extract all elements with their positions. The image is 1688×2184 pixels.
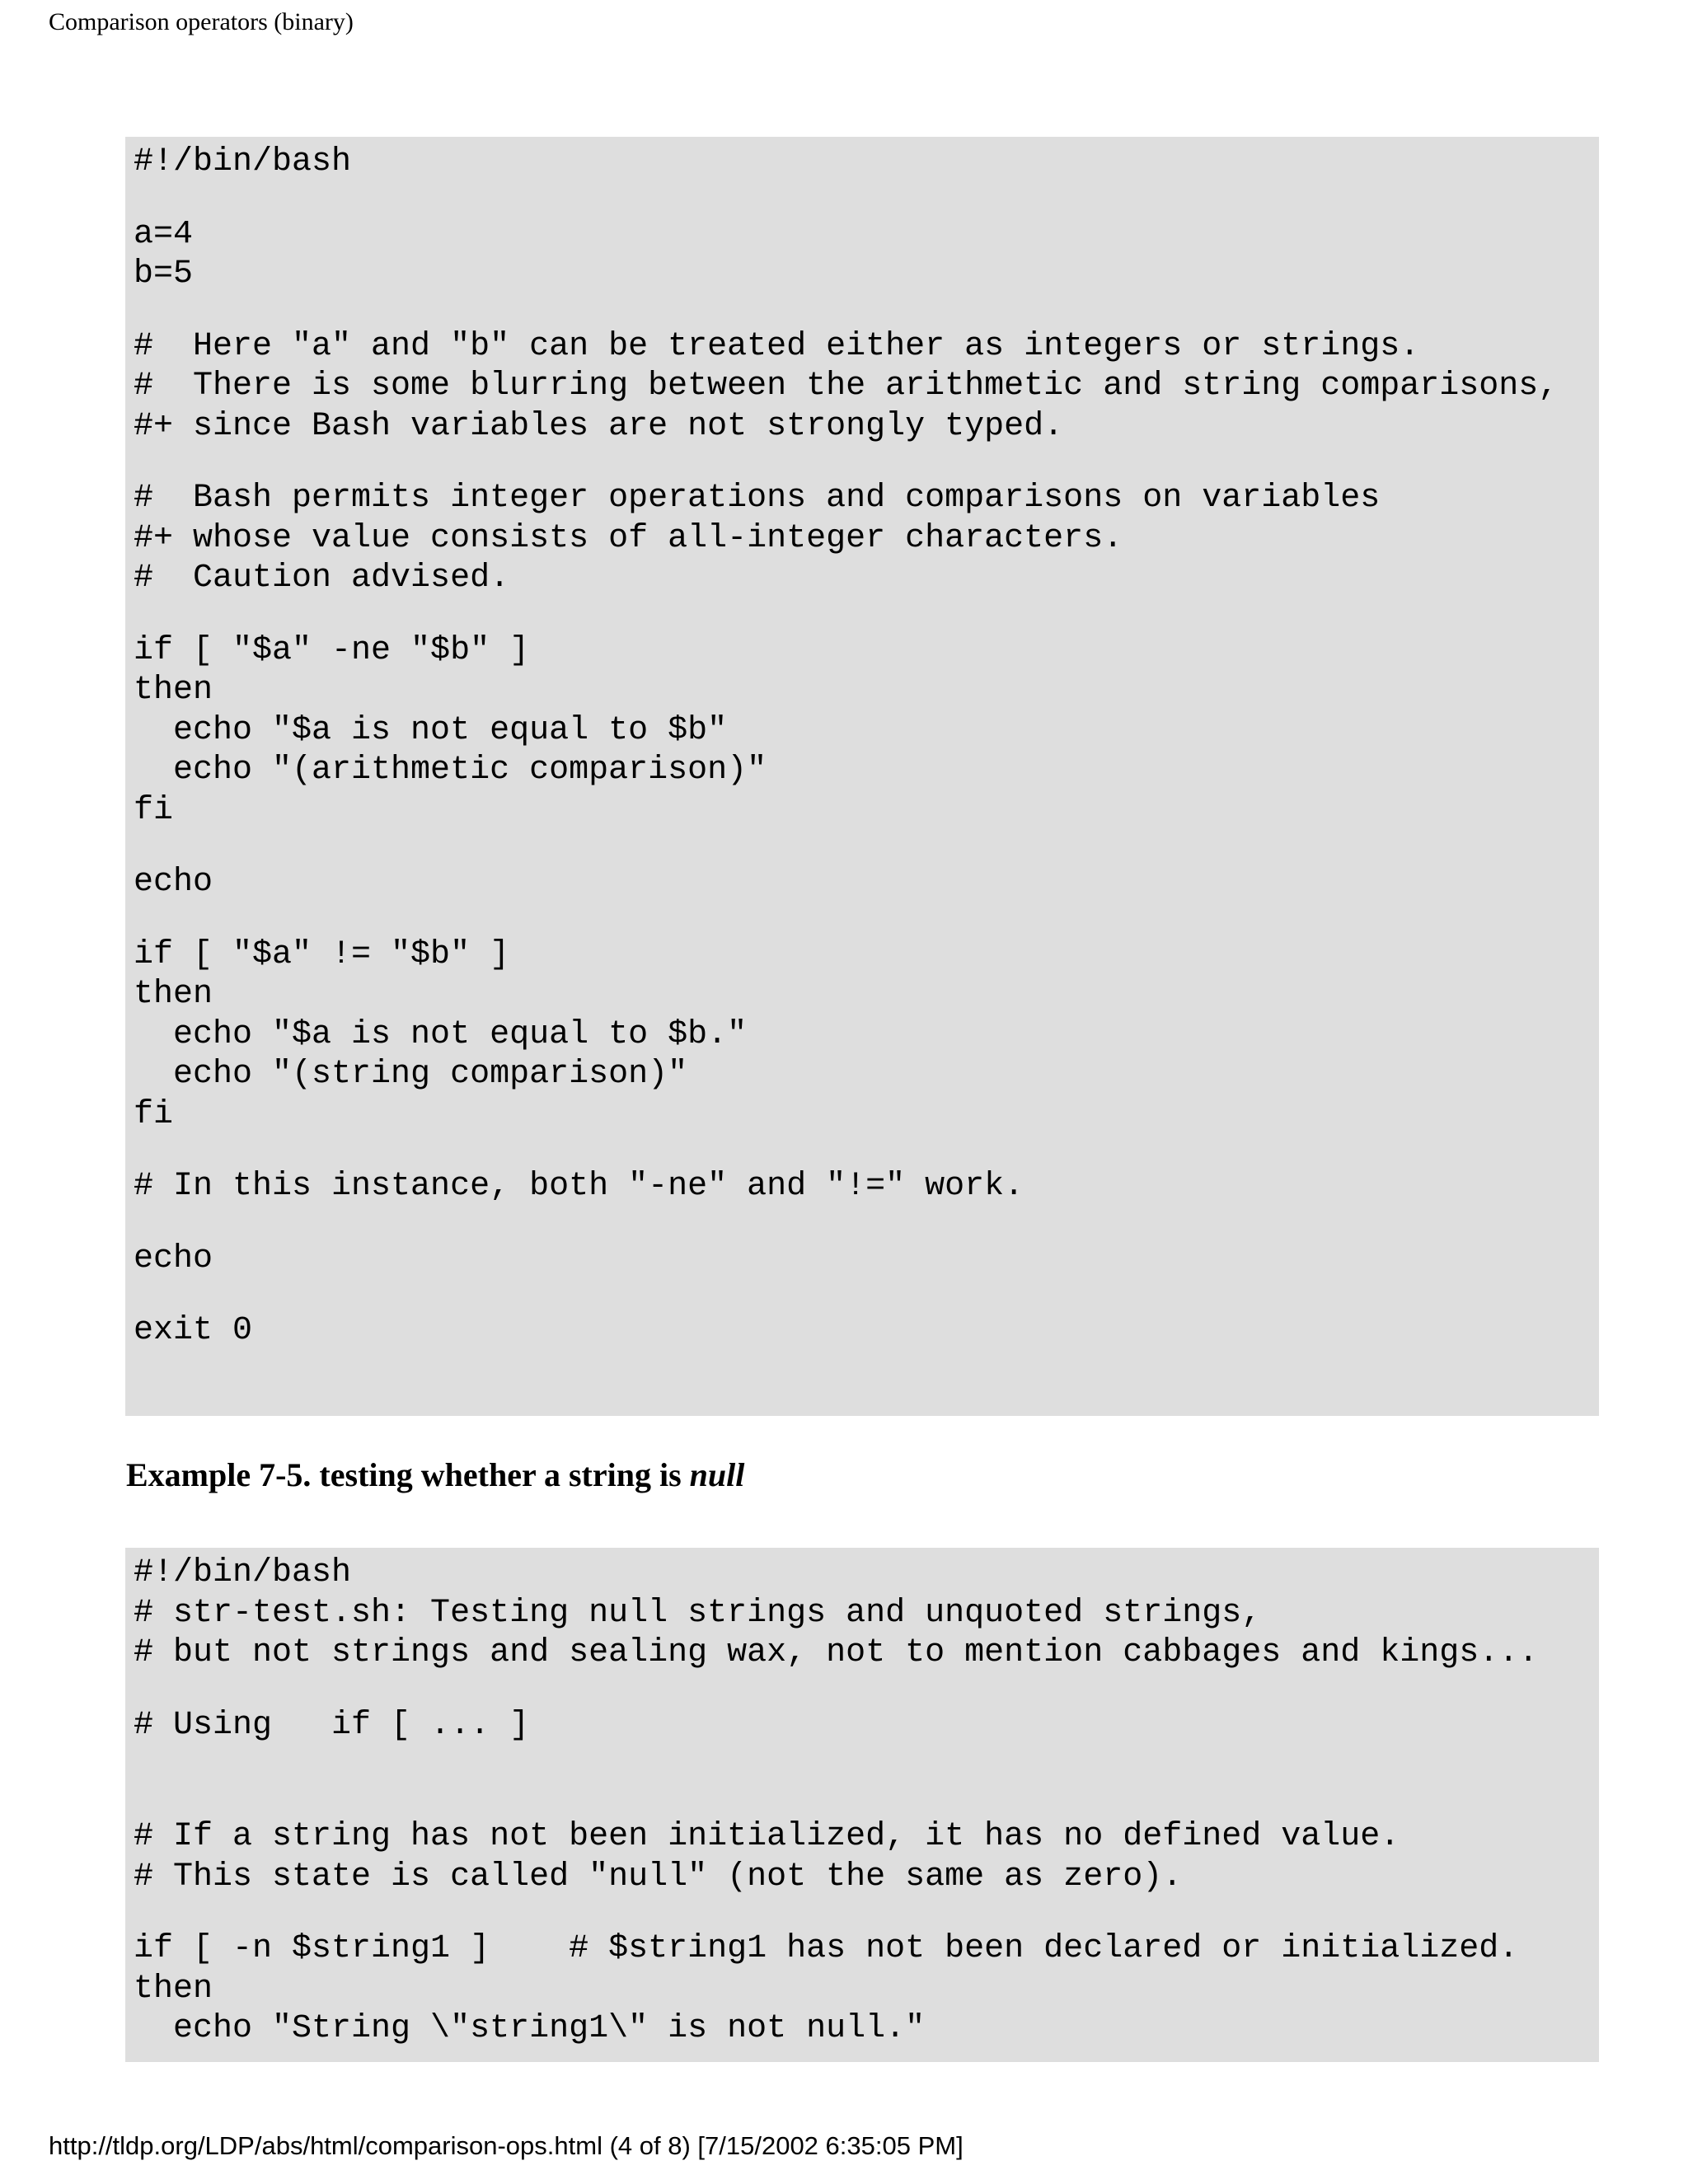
code-group [134,327,1591,448]
code-line: echo [134,864,213,901]
code-line: #!/bin/bash [134,143,352,180]
code-line: fi [134,1095,174,1133]
code-line: # If a string has not been initialized, it has no defined value. [134,1818,1400,1855]
example-title [126,1455,744,1494]
code-line: # but not strings and sealing wax, not to mention cabbages and kings... [134,1634,1539,1671]
code-line: echo [134,1240,213,1277]
code-group [134,1817,1591,1897]
code-line: echo "(arithmetic comparison)" [134,752,767,789]
page-header: Comparison operators (binary) [49,8,354,35]
code-block-example-7-5 [125,1548,1599,2062]
code-line: then [134,976,213,1013]
example-title-emphasis: null [689,1456,745,1493]
code-line: echo "String \"string1\" is not null." [134,2010,926,2047]
code-line: #!/bin/bash [134,1554,352,1591]
code-line: #+ since Bash variables are not strongly typed. [134,407,1064,445]
code-line: b=5 [134,255,194,293]
code-block-example-7-4 [125,137,1599,1416]
code-line: fi [134,791,174,829]
code-line: # There is some blurring between the arithmetic and string comparisons, [134,368,1559,405]
code-group [134,1240,1591,1280]
code-line: # In this instance, both "-ne" and "!=" work. [134,1168,1025,1205]
code-group [134,863,1591,903]
code-line: #+ whose value consists of all-integer characters. [134,519,1123,557]
code-line: # Caution advised. [134,560,510,597]
code-group [134,935,1591,1136]
code-line: a=4 [134,215,194,253]
code-group [134,631,1591,832]
code-group [134,1311,1591,1352]
code-line: if [ "$a" != "$b" ] [134,935,510,973]
code-group [134,479,1591,599]
code-line: echo "(string comparison)" [134,1056,688,1093]
code-line: if [ -n $string1 ] # $string1 has not been declared or initialized. [134,1930,1519,1967]
code-line: echo "$a is not equal to $b" [134,711,728,749]
code-group [134,1554,1591,1674]
code-group [134,1706,1591,1746]
code-group [134,1929,1591,2050]
code-line: # Here "a" and "b" can be treated either as integers or strings. [134,327,1420,365]
page-footer: http://tldp.org/LDP/abs/html/comparison-ops.html (4 of 8) [7/15/2002 6:35:05 PM] [49,2131,964,2160]
code-line: # Using if [ ... ] [134,1706,530,1744]
code-line: # This state is called "null" (not the same as zero). [134,1858,1183,1896]
example-title-text: Example 7-5. testing whether a string is [126,1456,690,1493]
code-group [134,215,1591,295]
code-line: then [134,672,213,709]
code-line: exit 0 [134,1312,253,1349]
code-line: then [134,1970,213,2008]
code-line: if [ "$a" -ne "$b" ] [134,631,530,669]
code-line: # Bash permits integer operations and comparisons on variables [134,480,1381,517]
code-line: echo "$a is not equal to $b." [134,1015,748,1053]
code-group [134,143,1591,183]
code-group [134,1167,1591,1207]
code-line: # str-test.sh: Testing null strings and unquoted strings, [134,1594,1262,1632]
